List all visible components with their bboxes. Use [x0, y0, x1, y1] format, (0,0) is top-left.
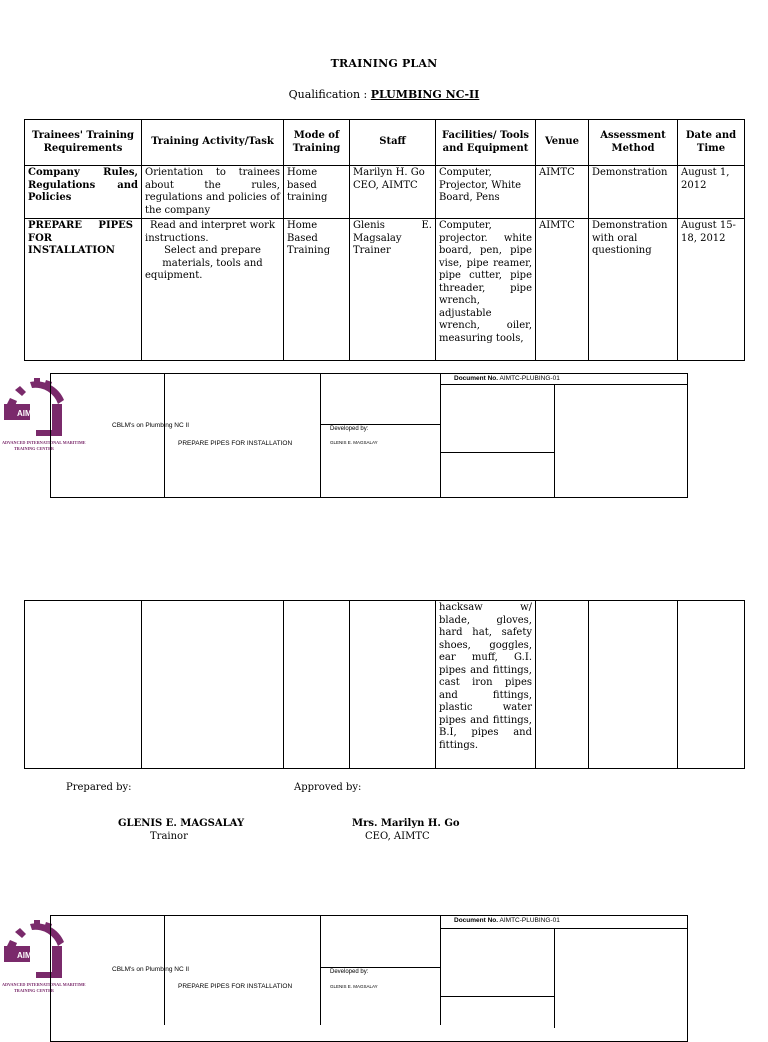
header-date: Date and Time [678, 120, 745, 166]
prepared-by-label: Prepared by: [66, 782, 132, 793]
cell-activity [142, 219, 284, 361]
cell-facilities: hacksaw w/ blade, gloves, hard hat, safety shoes, goggles, ear muff, G.I. pipes and fittings, cast iron pipes and fittings, plastic water pipes and fittings, B.I, pipes and fittings. [436, 601, 536, 769]
training-plan-table [24, 119, 745, 361]
page-footer [0, 368, 768, 498]
cell-mode: Home Based Training [284, 219, 350, 361]
cell-assessment: Demonstration [589, 166, 678, 219]
cell-assessment: Demonstration with oral questioning [589, 219, 678, 361]
cell-date: August 1, 2012 [678, 166, 745, 219]
page-footer [0, 910, 768, 1040]
table-row [25, 166, 745, 219]
header-mode: Mode of Training [284, 120, 350, 166]
table-row [25, 601, 745, 769]
logo-subtext: ADVANCED INTERNATIONAL MARITIME [2, 440, 86, 445]
qualification-label: Qualification : [288, 88, 371, 101]
cell-facilities: Computer, projector. white board, pen, pipe vise, pipe reamer, pipe cutter, pipe threader, pipe wrench, adjustable wrench, oiler, measuring tools, [436, 219, 536, 361]
activity-line: Select and prepare materials, tools and equipment. [145, 245, 263, 281]
header-facilities: Facilities/ Tools and Equipment [436, 120, 536, 166]
developed-by-label: Developed by: [330, 969, 369, 975]
approved-by-label: Approved by: [294, 782, 362, 793]
logo-subtext: TRAINING CENTER [14, 988, 54, 993]
cell-staff: Glenis E. Magsalay Trainer [350, 219, 436, 361]
prepared-title: Trainor [150, 831, 188, 842]
header-requirements: Trainees' Training Requirements [25, 120, 142, 166]
module-title: PREPARE PIPES FOR INSTALLATION [178, 440, 293, 447]
activity-line: Read and interpret work instructions. [145, 220, 276, 244]
cell-requirements: PREPARE PIPES FOR INSTALLATION [25, 219, 142, 361]
developer-name: GLENIS E. MAGSALAY [330, 984, 378, 989]
header-venue: Venue [536, 120, 589, 166]
cell-staff: Marilyn H. Go CEO, AIMTC [350, 166, 436, 219]
table-header-row [25, 120, 745, 166]
cell-venue: AIMTC [536, 166, 589, 219]
training-plan-table-continued [24, 600, 745, 769]
table-row [25, 219, 745, 361]
cell-venue: AIMTC [536, 219, 589, 361]
prepared-name: GLENIS E. MAGSALAY [118, 818, 245, 829]
document-title: TRAINING PLAN [330, 57, 438, 70]
document-number: Document No. AIMTC-PLUBING-01 [454, 375, 560, 382]
cell-date: August 15-18, 2012 [678, 219, 745, 361]
footer-frame [50, 373, 688, 498]
qualification-value: PLUMBING NC-II [370, 88, 480, 101]
developer-name: GLENIS E. MAGSALAY [330, 440, 378, 445]
logo-subtext: TRAINING CENTER [14, 446, 54, 451]
cell-activity: Orientation to trainees about the rules, regulations and policies of the company [142, 166, 284, 219]
footer-frame [50, 915, 688, 1042]
cblm-title: CBLM's on Plumbing NC II [112, 966, 190, 973]
developed-by-label: Developed by: [330, 426, 369, 432]
approved-name: Mrs. Marilyn H. Go [352, 818, 460, 829]
cell-facilities: Computer, Projector, White Board, Pens [436, 166, 536, 219]
header-staff: Staff [350, 120, 436, 166]
logo-subtext: ADVANCED INTERNATIONAL MARITIME [2, 982, 86, 987]
cell-requirements: Company Rules, Regulations and Policies [25, 166, 142, 219]
module-title: PREPARE PIPES FOR INSTALLATION [178, 983, 293, 990]
header-assessment: Assessment Method [589, 120, 678, 166]
cell-mode: Home based training [284, 166, 350, 219]
logo-text: AIMTC [17, 409, 43, 418]
header-activity: Training Activity/Task [142, 120, 284, 166]
logo-text: AIMTC [17, 951, 43, 960]
qualification-line [0, 88, 768, 101]
cblm-title: CBLM's on Plumbing NC II [112, 422, 190, 429]
approved-title: CEO, AIMTC [365, 831, 430, 842]
document-number: Document No. AIMTC-PLUBING-01 [454, 917, 560, 924]
